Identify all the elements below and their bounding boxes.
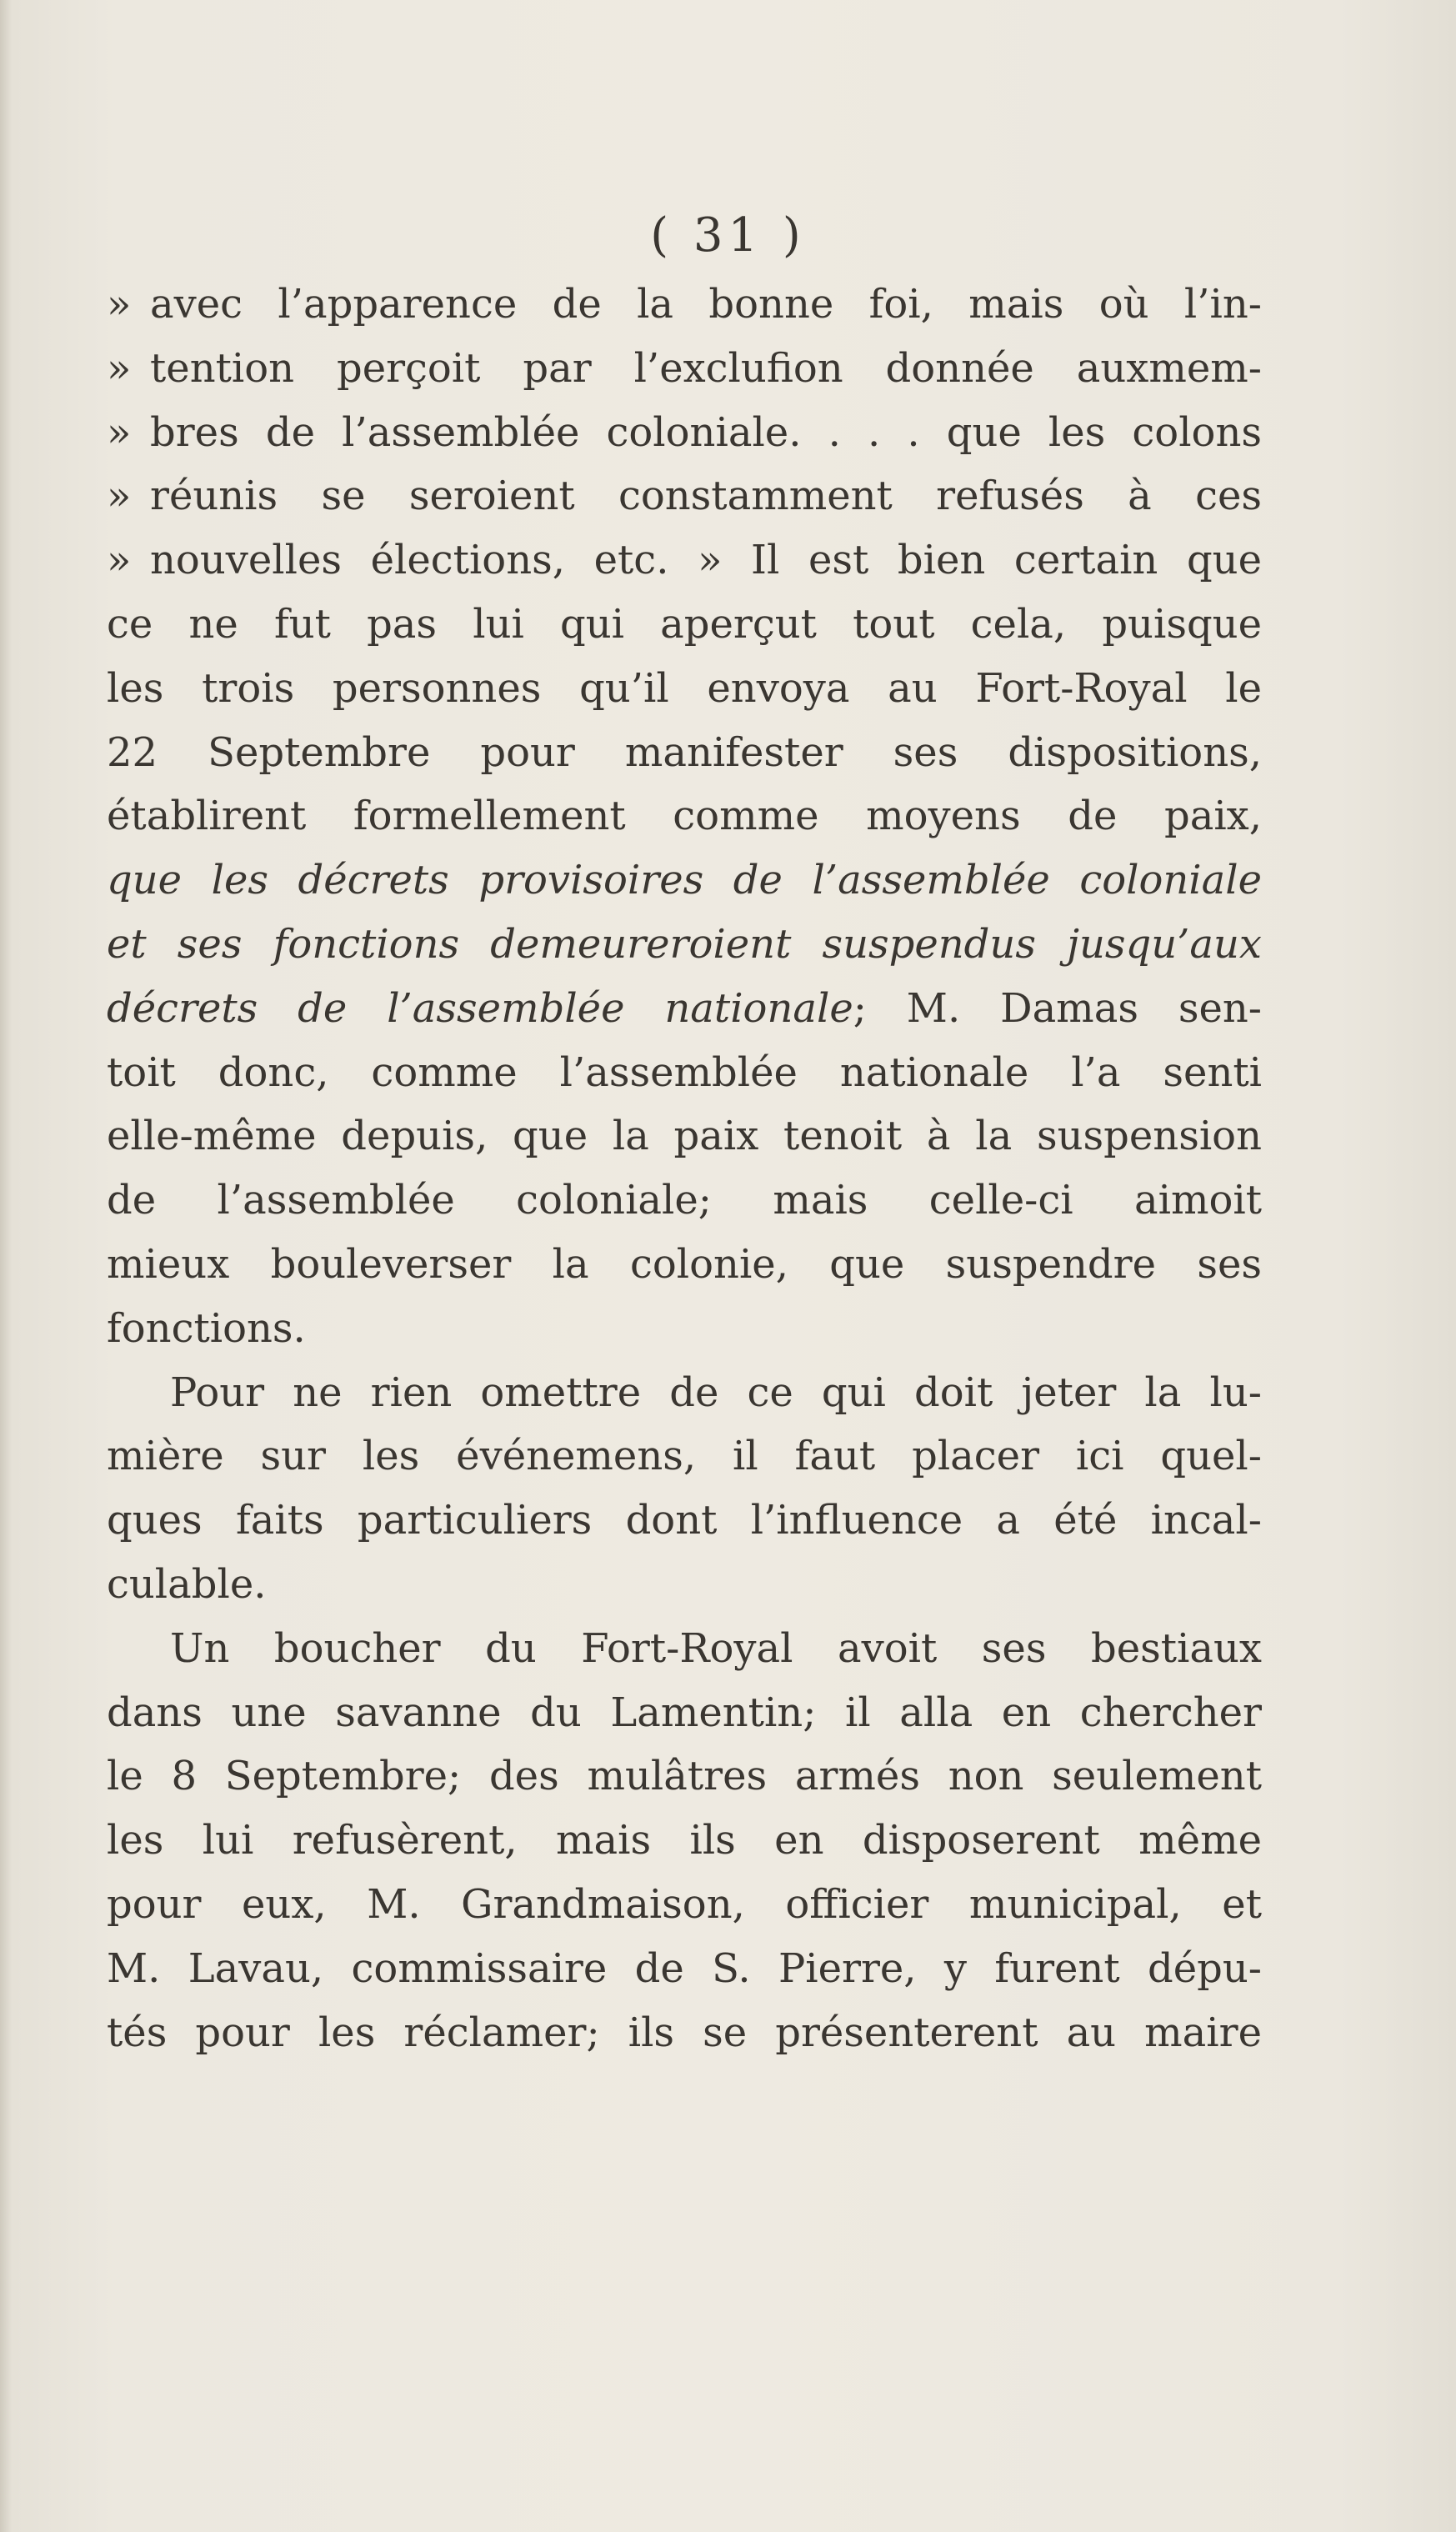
line-text: tention perçoit par l’exclufion donnée auxmem-: [150, 344, 1262, 392]
line-text: 22 Septembre pour manifester ses dispositions,: [107, 728, 1262, 776]
text-line: [107, 273, 1262, 337]
body-text: [107, 273, 1262, 2064]
text-line: [107, 1297, 1262, 1361]
quotation-mark: »: [107, 408, 132, 456]
page-edge-shadow: [0, 0, 12, 2532]
text-line: [107, 1873, 1262, 1937]
italic-text: décrets de l’assemblée nationale: [107, 984, 853, 1032]
text-line: [107, 464, 1262, 528]
line-text: tés pour les réclamer; ils se présenterent au maire: [107, 2009, 1262, 2056]
line-text: M. Lavau, commissaire de S. Pierre, y furent dépu-: [107, 1944, 1262, 1992]
quotation-mark: »: [107, 344, 132, 392]
line-text: ques faits particuliers dont l’influence a été incal-: [107, 1497, 1262, 1544]
text-line: [107, 1937, 1262, 2001]
text-line: [107, 721, 1262, 785]
line-text: elle-même depuis, que la paix tenoit à la suspension: [107, 1113, 1262, 1160]
line-text: Pour ne rien omettre de ce qui doit jeter la lu-: [170, 1369, 1262, 1416]
text-line: [107, 657, 1262, 721]
line-text: établirent formellement comme moyens de paix,: [107, 793, 1262, 840]
italic-text: que les décrets provisoires de l’assemblée coloniale: [107, 857, 1262, 904]
text-line: [107, 977, 1262, 1041]
text-line: [107, 1424, 1262, 1489]
line-text: dans une savanne du Lamentin; il alla en chercher: [107, 1689, 1262, 1736]
text-line: [107, 1681, 1262, 1745]
text-line: [107, 528, 1262, 593]
text-line: [107, 2001, 1262, 2065]
quotation-mark: »: [107, 281, 132, 328]
text-line: [107, 1744, 1262, 1809]
text-line: [107, 1361, 1262, 1425]
text-line: [107, 1553, 1262, 1617]
italic-text: et ses fonctions demeureroient suspendus jusqu’aux: [107, 920, 1262, 968]
line-text: nouvelles élections, etc. » Il est bien certain que: [150, 537, 1262, 584]
line-text: réunis se seroient constamment refusés à ces: [150, 473, 1262, 520]
page-number: ( 31 ): [650, 208, 806, 263]
text-line: [107, 1233, 1262, 1297]
text-line: [107, 848, 1262, 913]
text-line: [107, 1809, 1262, 1873]
line-text: avec l’apparence de la bonne foi, mais où l’in-: [150, 281, 1262, 328]
line-text: ; M. Damas sen-: [853, 984, 1262, 1032]
text-line: [107, 913, 1262, 977]
text-line: [107, 1104, 1262, 1168]
line-text: bres de l’assemblée coloniale. . . . que les colons: [150, 408, 1262, 456]
quotation-mark: »: [107, 473, 132, 520]
text-line: [107, 337, 1262, 401]
line-text: ce ne fut pas lui qui aperçut tout cela, puisque: [107, 600, 1262, 648]
text-line: [107, 593, 1262, 657]
quotation-mark: »: [107, 537, 132, 584]
line-text: les lui refusèrent, mais ils en disposerent même: [107, 1817, 1262, 1864]
text-line: [107, 401, 1262, 465]
text-line: [107, 1617, 1262, 1681]
line-text: toit donc, comme l’assemblée nationale l’a senti: [107, 1048, 1262, 1096]
line-text: Un boucher du Fort-Royal avoit ses bestiaux: [170, 1624, 1262, 1672]
line-text: culable.: [107, 1560, 267, 1608]
line-text: fonctions.: [107, 1304, 306, 1352]
line-text: le 8 Septembre; des mulâtres armés non seulement: [107, 1753, 1262, 1800]
text-line: [107, 1041, 1262, 1105]
line-text: pour eux, M. Grandmaison, officier municipal, et: [107, 1880, 1262, 1928]
line-text: mieux bouleverser la colonie, que suspendre ses: [107, 1240, 1262, 1288]
text-line: [107, 784, 1262, 848]
line-text: de l’assemblée coloniale; mais celle-ci aimoit: [107, 1177, 1262, 1224]
text-line: [107, 1489, 1262, 1553]
line-text: mière sur les événemens, il faut placer ici quel-: [107, 1433, 1262, 1480]
line-text: les trois personnes qu’il envoya au Fort-Royal le: [107, 664, 1262, 712]
text-line: [107, 1168, 1262, 1233]
